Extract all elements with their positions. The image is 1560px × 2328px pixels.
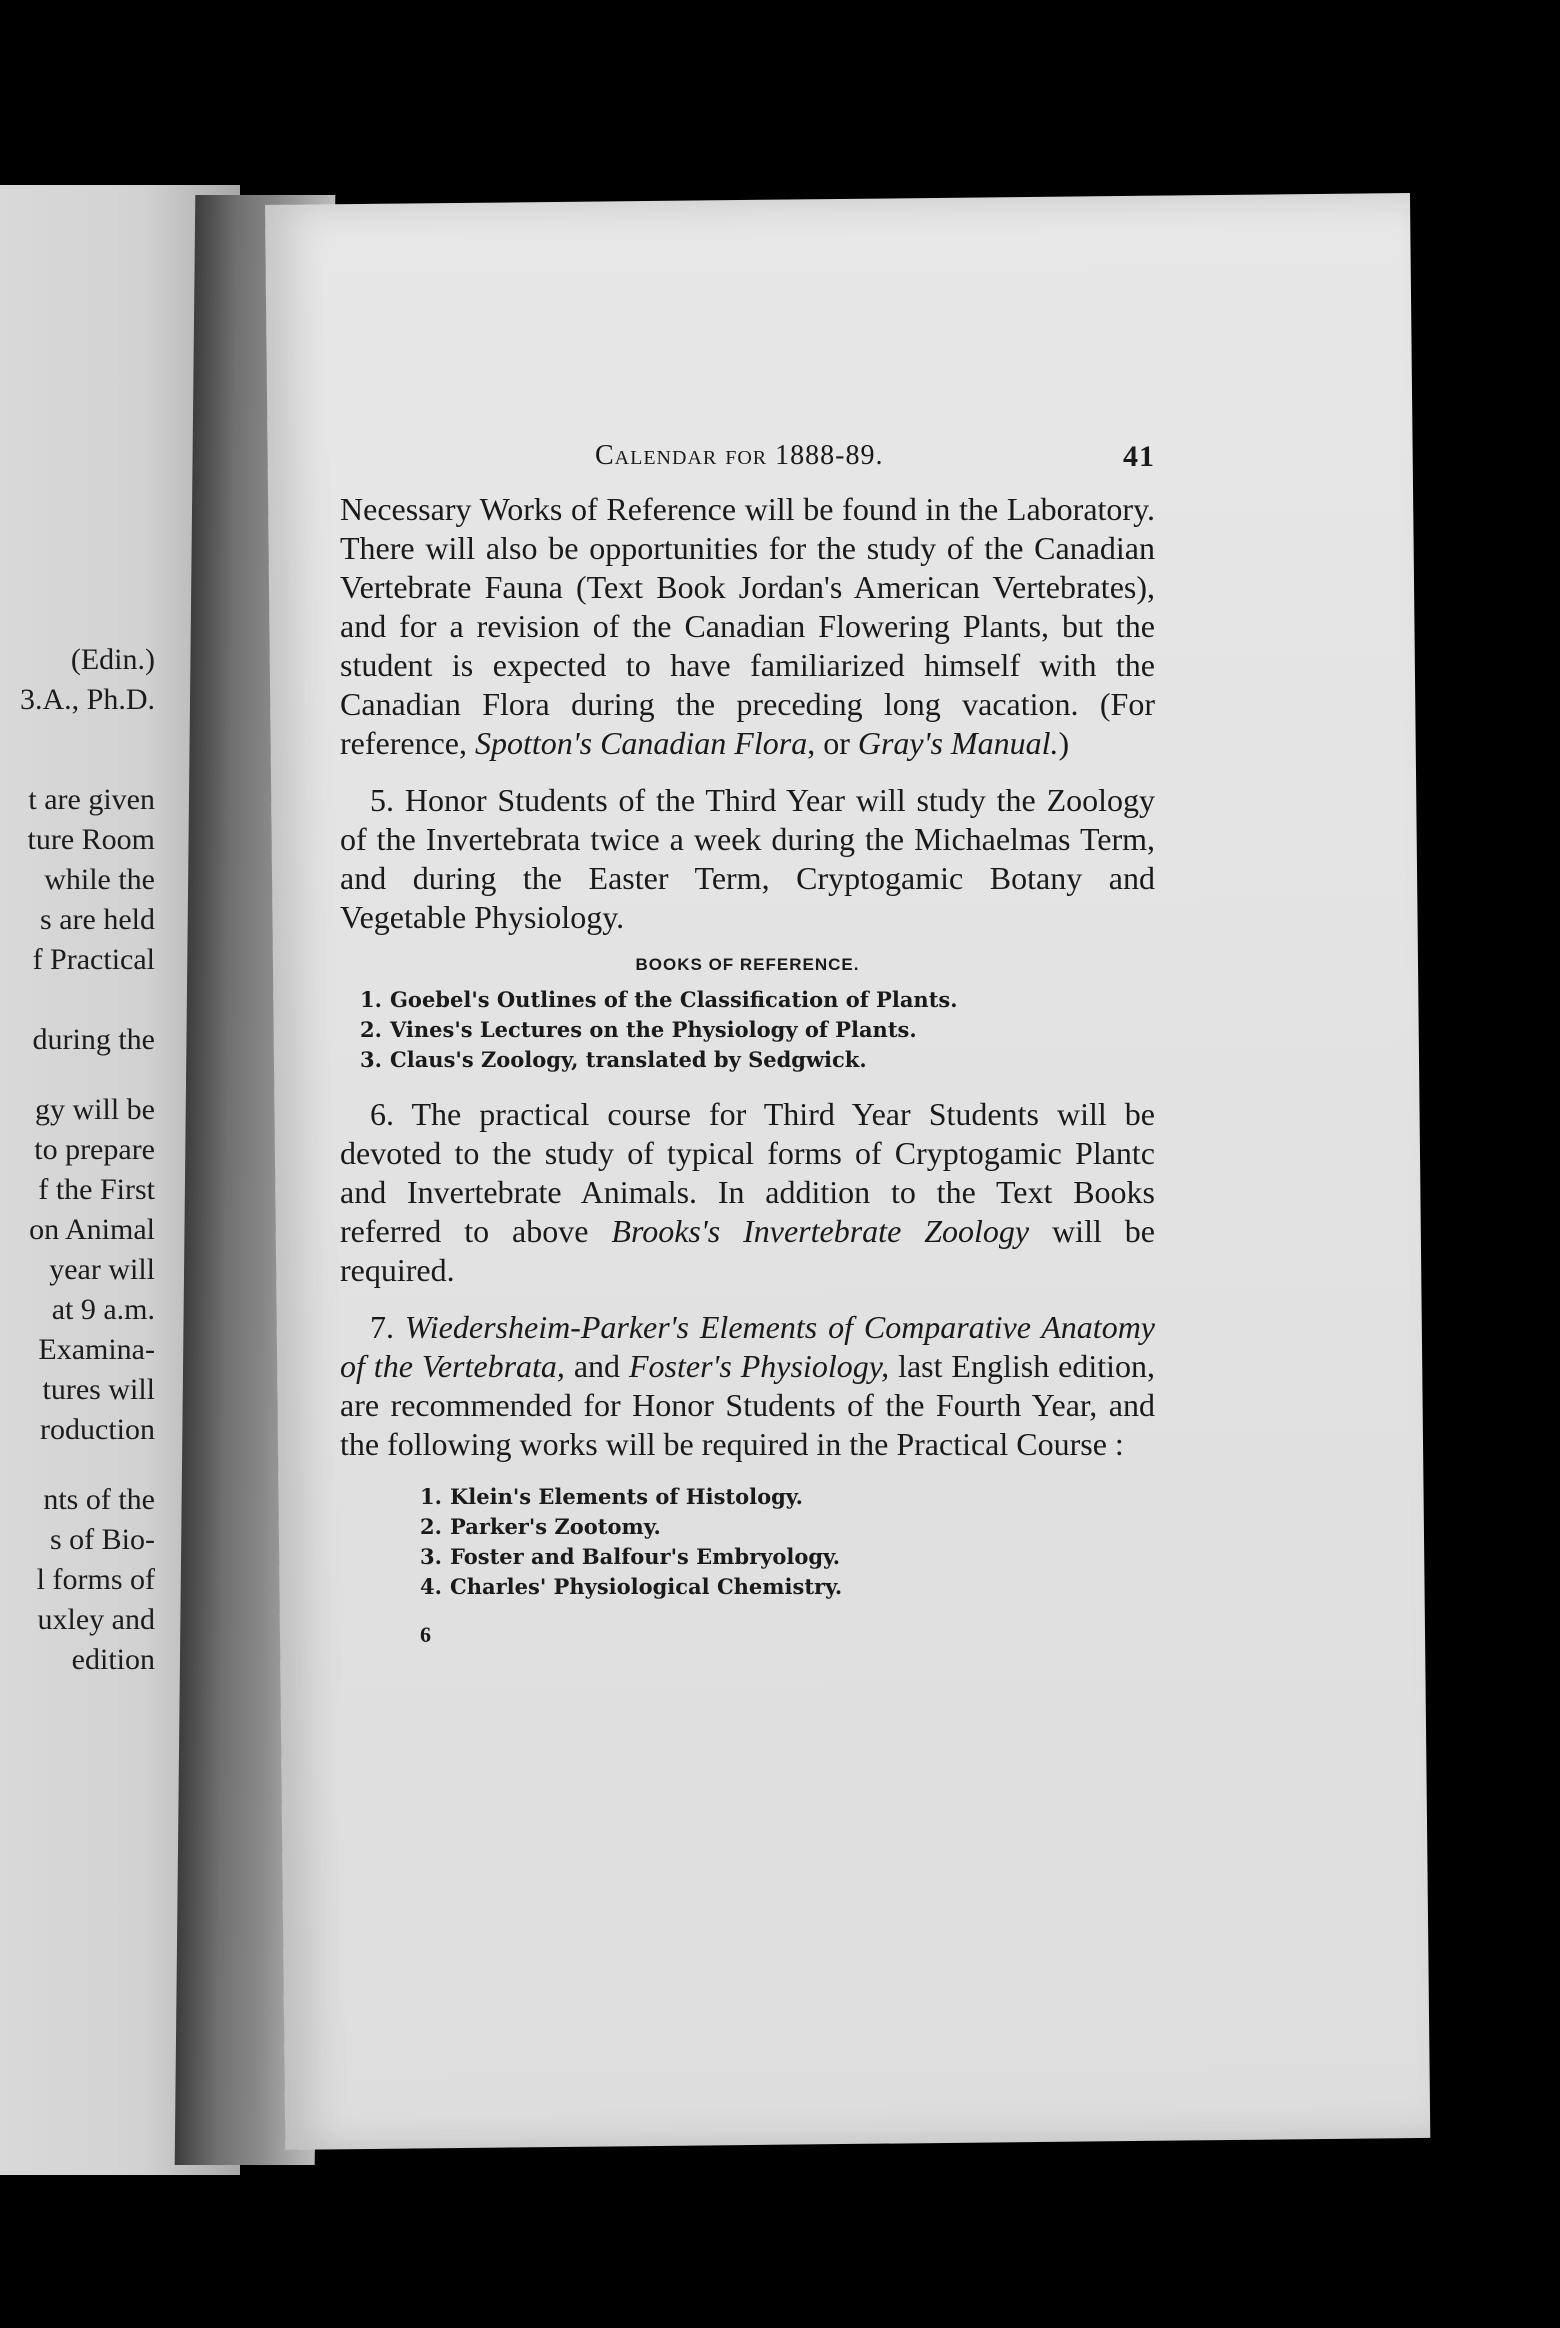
page-content [340, 440, 1155, 1648]
italic-title: Brooks's Invertebrate Zoology [611, 1213, 1030, 1249]
running-head-title: Calendar for 1888-89. [595, 440, 884, 471]
italic-title: Spotton's Canadian Flora [474, 725, 808, 761]
left-fragment: nts of the [43, 1483, 155, 1516]
item-number: 3. [360, 1047, 382, 1072]
italic-title: Gray's Manual. [857, 725, 1059, 761]
list-item [360, 985, 1155, 1015]
list-item [360, 1045, 1155, 1075]
text-run: 7. [370, 1309, 405, 1345]
list-item [420, 1482, 1155, 1512]
item-number: 3. [420, 1544, 442, 1569]
practical-works-list [340, 1482, 1155, 1602]
text-run: and [564, 1348, 629, 1384]
item-number: 2. [420, 1514, 442, 1539]
item-number: 4. [420, 1574, 442, 1599]
books-of-reference-list [340, 985, 1155, 1075]
left-fragment: s of Bio- [50, 1523, 155, 1556]
item-text: Foster and Balfour's Embryology. [450, 1544, 841, 1569]
item-text: Goebel's Outlines of the Classification of Plants. [390, 987, 958, 1012]
text-run: last English edition, are recommended for Honor Students of the Fourth Year, and the following works will be required in the Practical Course : [340, 1348, 1156, 1462]
text-run: Necessary Works of Reference will be found in the Laboratory. There will also be opportunities for the study of the Canadian Vertebrate Fauna (Text Book Jordan's American Vertebrates), and for a revision of the Canadian Flowering Plants, but the student is expected to have familiarized himself with the Canadian Flora during the preceding long vacation. (For reference, [340, 491, 1155, 761]
paragraph-reference-works [340, 490, 1155, 763]
left-fragment: to prepare [34, 1133, 155, 1166]
item-text: Charles' Physiological Chemistry. [450, 1574, 843, 1599]
italic-title: Wiedersheim-Parker's Elements of Comparative Anatomy of the Vertebrata, [340, 1309, 1156, 1384]
left-fragment: Examina- [38, 1333, 155, 1366]
left-fragment: gy will be [35, 1093, 155, 1126]
left-page-text [20, 640, 155, 1680]
list-item [420, 1512, 1155, 1542]
italic-title: Foster's Physiology, [628, 1348, 890, 1384]
item-text: Parker's Zootomy. [450, 1514, 661, 1539]
left-fragment: f Practical [32, 943, 155, 976]
text-run: will be required. [340, 1213, 1155, 1288]
list-item [360, 1015, 1155, 1045]
text-run: 6. The practical course for Third Year Students will be devoted to the study of typical forms of Cryptogamic Plantc and Invertebrate Animals. In addition to the Text Books referred to above [340, 1096, 1155, 1249]
left-fragment: edition [71, 1643, 155, 1676]
left-fragment: during the [32, 1023, 155, 1056]
left-fragment: at 9 a.m. [51, 1293, 155, 1326]
left-fragment: 3.A., Ph.D. [19, 683, 155, 716]
left-fragment: s are held [40, 903, 155, 936]
left-fragment: while the [44, 863, 155, 896]
page-number: 41 [1123, 440, 1155, 473]
left-fragment: t are given [28, 783, 155, 816]
left-fragment: year will [49, 1253, 155, 1286]
left-fragment: l forms of [36, 1563, 155, 1596]
signature-mark: 6 [420, 1622, 431, 1647]
item-text: Vines's Lectures on the Physiology of Plants. [390, 1017, 917, 1042]
item-number: 1. [420, 1484, 442, 1509]
item-number: 1. [360, 987, 382, 1012]
left-fragment: ture Room [27, 823, 155, 856]
item-text: Claus's Zoology, translated by Sedgwick. [390, 1047, 867, 1072]
text-run: , or [807, 725, 858, 761]
text-run: ) [1058, 725, 1070, 761]
left-fragment: roduction [40, 1413, 155, 1446]
left-fragment: uxley and [37, 1603, 155, 1636]
list-item [420, 1572, 1155, 1602]
left-fragment: f the First [38, 1173, 155, 1206]
paragraph-5: 5. Honor Students of the Third Year will study the Zoology of the Invertebrata twice a week during the Michaelmas Term, and during the Easter Term, Cryptogamic Botany and Vegetable Physiology. [340, 782, 1155, 935]
paragraph-7 [340, 1308, 1155, 1464]
list-item [420, 1542, 1155, 1572]
item-text: Klein's Elements of Histology. [450, 1484, 803, 1509]
left-fragment: on Animal [29, 1213, 155, 1246]
books-of-reference-heading: BOOKS OF REFERENCE. [635, 955, 860, 974]
left-fragment: tures will [42, 1373, 155, 1406]
paragraph-6 [340, 1095, 1155, 1290]
item-number: 2. [360, 1017, 382, 1042]
running-head [340, 440, 1155, 490]
left-fragment: (Edin.) [70, 643, 155, 676]
